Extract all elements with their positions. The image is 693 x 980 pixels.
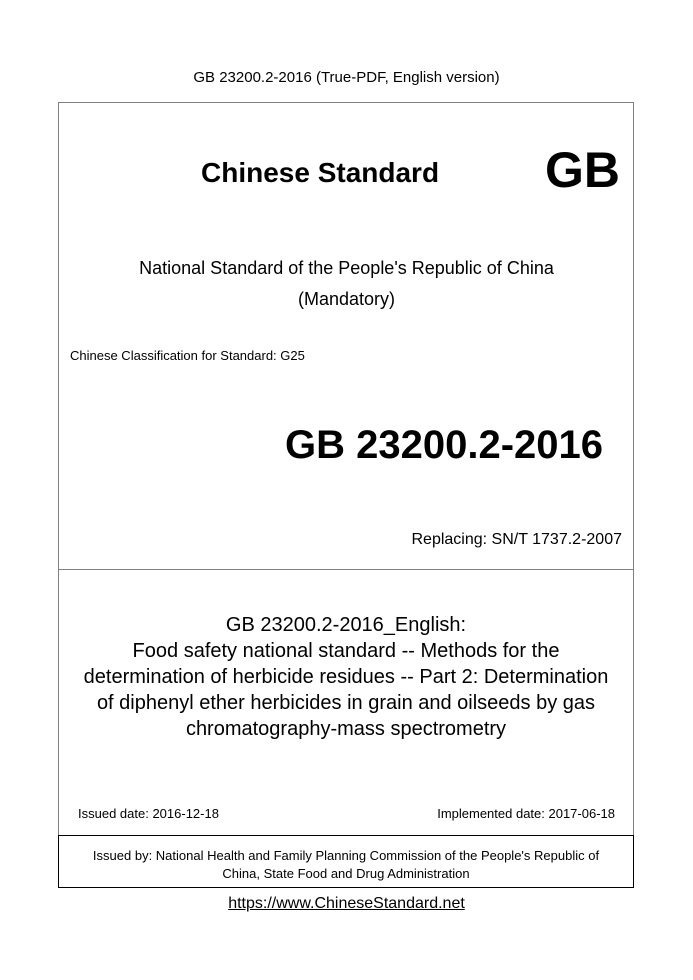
document-header-title: GB 23200.2-2016 (True-PDF, English version) [193, 69, 500, 86]
issuer-line: China, State Food and Drug Administration [222, 866, 470, 881]
english-title-line: Food safety national standard -- Methods for the [132, 640, 560, 662]
english-title-line: chromatography-mass spectrometry [185, 718, 507, 740]
implemented-date: Implemented date: 2017-06-18 [437, 806, 615, 821]
national-standard-line: National Standard of the People's Republic of China [139, 258, 554, 278]
website-link[interactable]: https://www.ChineseStandard.net [228, 895, 465, 912]
replacing-text: Replacing: SN/T 1737.2-2007 [411, 531, 622, 548]
gb-mark: GB [545, 142, 620, 198]
classification-text: Chinese Classification for Standard: G25 [70, 348, 305, 363]
english-title-line: of diphenyl ether herbicides in grain and oilseeds by gas [96, 692, 596, 714]
english-title-line: GB 23200.2-2016_English: [225, 614, 467, 636]
issuer-box [58, 835, 634, 888]
standard-label: Chinese Standard [201, 157, 440, 188]
english-title-block [66, 612, 626, 742]
standard-number: GB 23200.2-2016 [285, 423, 604, 467]
issuer-line: Issued by: National Health and Family Planning Commission of the People's Republic of [92, 848, 600, 863]
english-title-line: determination of herbicide residues -- Part 2: Determination [83, 666, 609, 688]
issued-date: Issued date: 2016-12-18 [78, 806, 219, 821]
mandatory-line: (Mandatory) [297, 289, 396, 309]
